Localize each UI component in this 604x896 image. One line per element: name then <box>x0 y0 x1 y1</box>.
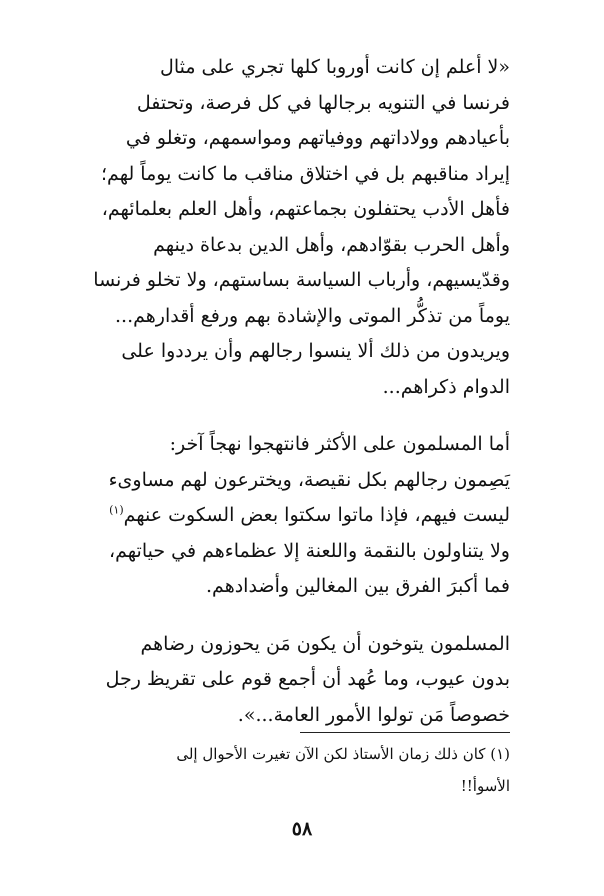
text-line: بأعيادهم وولاداتهم ووفياتهم ومواسمهم، وتغلو في <box>125 127 510 149</box>
text-line: إيراد مناقبهم بل في اختلاق مناقب ما كانت يوماً لهم؛ <box>101 162 510 185</box>
text-line: فرنسا في التنويه برجالها في كل فرصة، وتحتفل <box>136 91 510 114</box>
text-line: بدون عيوب، وما عُهد أن أجمع قوم على تقريظ رجل <box>105 668 510 690</box>
text-line: المسلمون يتوخون أن يكون مَن يحوزون رضاهم <box>140 632 510 655</box>
paragraph-1 <box>74 50 510 405</box>
footnote-line: الأسوأ!! <box>460 777 510 795</box>
footnote-line: (١) كان ذلك زمان الأستاذ لكن الآن تغيرت الأحوال إلى <box>176 745 510 763</box>
text-line: يوماً من تذكُّر الموتى والإشادة بهم ورفع أقدارهم... <box>115 304 510 327</box>
text-line: يَصِمون رجالهم بكل نقيصة، ويخترعون لهم مساوىء <box>108 468 510 491</box>
text-line: وأهل الحرب بقوّادهم، وأهل الدين بدعاة دينهم <box>153 233 510 256</box>
footnote <box>74 738 510 802</box>
text-line: «لا أعلم إن كانت أوروبا كلها تجري على مثال <box>160 56 510 78</box>
text-line: الدوام ذكراهم... <box>382 375 510 398</box>
paragraph-2 <box>74 427 510 605</box>
text-line: فأهل الأدب يحتفلون بجماعتهم، وأهل العلم بعلمائهم، <box>101 198 510 220</box>
text-line-with-footnote <box>74 498 510 534</box>
footnote-divider <box>300 732 510 733</box>
text-line: خصوصاً مَن تولوا الأمور العامة...». <box>237 703 510 726</box>
paragraph-3 <box>74 627 510 734</box>
text-line: فما أكبرَ الفرق بين المغالين وأضدادهم. <box>206 575 510 597</box>
page-number: ٥٨ <box>291 818 313 840</box>
text-line: وقدّيسيهم، وأرباب السياسة بساستهم، ولا تخلو فرنسا <box>93 269 510 291</box>
page-body <box>74 50 510 733</box>
text-line: ولا يتناولون بالنقمة واللعنة إلا عظماءهم في حياتهم، <box>109 539 510 562</box>
text-line: أما المسلمون على الأكثر فانتهجوا نهجاً آخر: <box>169 433 510 455</box>
footnote-marker[interactable]: (١) <box>109 503 124 517</box>
text-line: ويريدون من ذلك ألا ينسوا رجالهم وأن يرددوا على <box>121 340 510 362</box>
text-line: ليست فيهم، فإذا ماتوا سكتوا بعض السكوت عنهم <box>123 504 510 526</box>
